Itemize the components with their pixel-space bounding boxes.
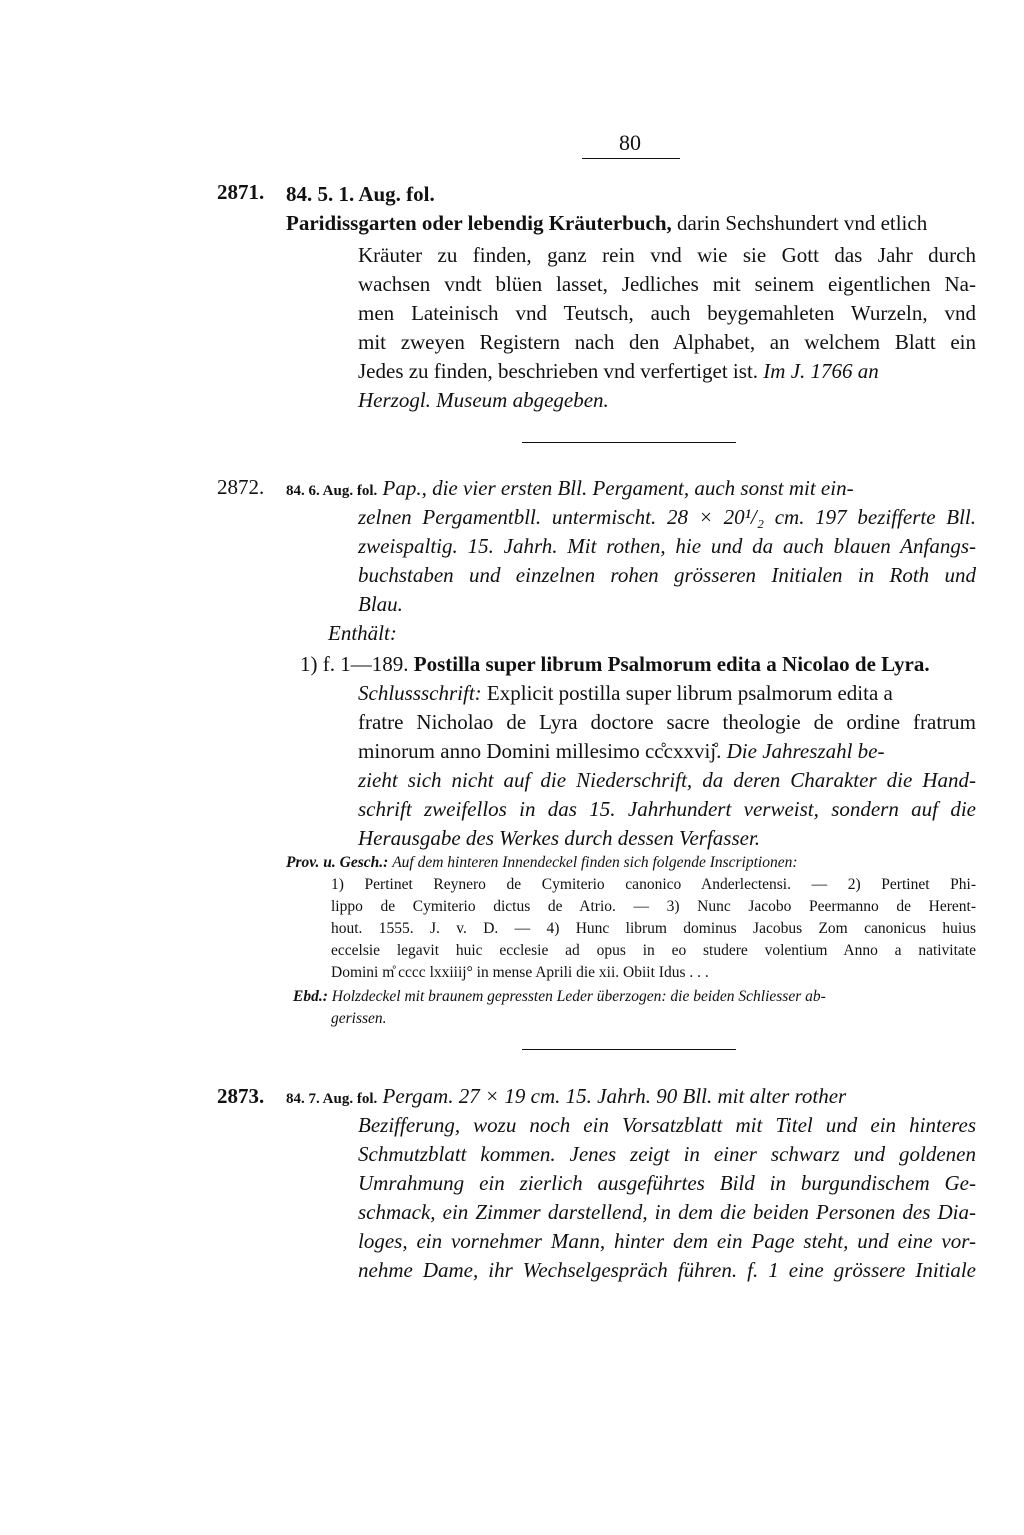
entry-title-line — [286, 209, 927, 237]
entry-desc: Schmutzblatt kommen. Jenes zeigt in einer schwarz und goldenen — [358, 1142, 976, 1166]
entry-text: Kräuter zu finden, ganz rein vnd wie sie Gott das Jahr durch — [358, 243, 976, 267]
binding-line — [293, 986, 826, 1008]
content-item-line — [300, 650, 930, 678]
entry-desc: loges, ein vornehmer Mann, hinter dem ein Page steht, und eine vor- — [358, 1229, 976, 1253]
entry-note: Herzogl. Museum abgegeben. — [358, 388, 609, 412]
colophon-line — [358, 737, 884, 765]
entry-desc: Pap., die vier ersten Bll. Pergament, auch sonst mit ein- — [382, 476, 854, 500]
page-number-rule — [582, 158, 680, 159]
provenance-text: lippo de Cymiterio dictus de Atrio. — 3) Nunc Jacobo Peermanno de Herent- — [331, 898, 976, 915]
provenance-text: Domini m̊ cccc lxxiiij° in mense Aprili die xii. Obiit Idus . . . — [331, 964, 709, 981]
separator-rule — [522, 1049, 736, 1050]
shelfmark: 84. 6. Aug. fol. — [286, 483, 378, 499]
colophon-text: Explicit postilla super librum psalmorum edita a — [486, 681, 893, 705]
entry-text-line — [358, 357, 879, 385]
entry-desc: buchstaben und einzelnen rohen grösseren Initialen in Roth und — [358, 563, 976, 587]
separator-rule — [522, 442, 736, 443]
provenance-text: hout. 1555. J. v. D. — 4) Hunc librum dominus Jacobus Zom canonicus huius — [331, 920, 976, 937]
provenance-intro: Auf dem hinteren Innendeckel finden sich folgende Inscriptionen: — [392, 854, 798, 871]
entry-desc-line — [286, 1082, 846, 1113]
entry-text: Jedes zu finden, beschrieben vnd verfertiget ist. — [358, 359, 759, 383]
entry-text: wachsen vndt blüen lasset, Jedliches mit seinem eigentlichen Na- — [358, 272, 976, 296]
entry-desc: zelnen Pergamentbll. untermischt. 28 × 20¹/₂ cm. 197 bezifferte Bll. — [358, 505, 976, 529]
entry-text: darin Sechshundert vnd etlich — [677, 211, 928, 235]
entry-desc: Blau. — [358, 592, 403, 616]
colophon-note: schrift zweifellos in das 15. Jahrhundert verweist, sondern auf die — [358, 797, 976, 821]
binding-label: Ebd.: — [293, 988, 328, 1005]
colophon-note: Die Jahreszahl be- — [726, 739, 885, 763]
provenance-text: 1) Pertinet Reynero de Cymiterio canonico Anderlectensi. — 2) Pertinet Phi- — [331, 876, 976, 893]
entry-desc: nehme Dame, ihr Wechselgespräch führen. f. 1 eine grössere Initiale — [358, 1258, 976, 1282]
entry-text: mit zweyen Registern nach den Alphabet, an welchem Blatt ein — [358, 330, 976, 354]
entry-number: 2873. — [217, 1084, 265, 1108]
entry-number: 2872. — [217, 475, 265, 499]
colophon-line — [358, 679, 893, 707]
entry-desc: Umrahmung ein zierlich ausgeführtes Bild in burgundischem Ge- — [358, 1171, 976, 1195]
colophon-label: Schlussschrift: — [358, 681, 482, 705]
page-number: 80 — [619, 130, 641, 155]
shelfmark: 84. 7. Aug. fol. — [286, 1091, 378, 1107]
entry-desc: Pergam. 27 × 19 cm. 15. Jahrh. 90 Bll. mit alter rother — [382, 1084, 847, 1108]
entry-text: men Lateinisch vnd Teutsch, auch beygemahleten Wurzeln, vnd — [358, 301, 976, 325]
content-item-title: Postilla super librum Psalmorum edita a Nicolao de Lyra. — [413, 652, 930, 676]
entry-title: Paridissgarten oder lebendig Kräuterbuch, — [286, 211, 672, 235]
entry-number: 2871. — [217, 180, 265, 204]
colophon-note: Herausgabe des Werkes durch dessen Verfasser. — [358, 826, 761, 850]
entry-note: Im J. 1766 an — [763, 359, 879, 383]
colophon-text: minorum anno Domini millesimo cc̊cxxvij̊. — [358, 739, 722, 763]
entry-desc-line — [286, 474, 854, 505]
binding-text: Holzdeckel mit braunem gepressten Leder überzogen: die beiden Schliesser ab- — [331, 988, 826, 1005]
colophon-text: fratre Nicholao de Lyra doctore sacre theologie de ordine fratrum — [358, 710, 976, 734]
entry-desc: schmack, ein Zimmer darstellend, in dem die beiden Personen des Dia- — [358, 1200, 976, 1224]
provenance-line — [286, 852, 798, 874]
colophon-note: zieht sich nicht auf die Niederschrift, da deren Charakter die Hand- — [358, 768, 976, 792]
provenance-label: Prov. u. Gesch.: — [286, 854, 389, 871]
content-item-label: 1) f. 1—189. — [300, 652, 409, 676]
entry-desc: Bezifferung, wozu noch ein Vorsatzblatt mit Titel und ein hinteres — [358, 1113, 976, 1137]
entry-desc: zweispaltig. 15. Jahrh. Mit rothen, hie und da auch blauen Anfangs- — [358, 534, 976, 558]
provenance-text: eccelsie legavit huic ecclesie ad opus in eo studere volentium Anno a nativitate — [331, 942, 976, 959]
binding-text: gerissen. — [331, 1010, 387, 1027]
shelfmark: 84. 5. 1. Aug. fol. — [286, 182, 435, 206]
contents-label: Enthält: — [328, 621, 397, 645]
